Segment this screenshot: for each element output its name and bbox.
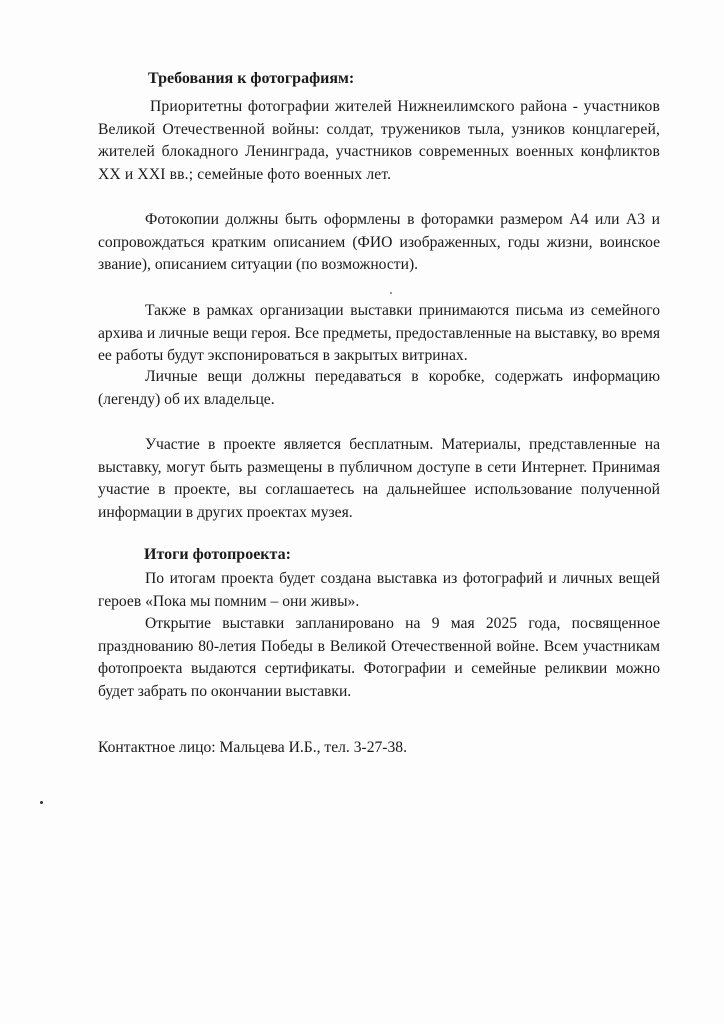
scan-speck xyxy=(40,801,43,804)
scan-dot xyxy=(390,292,392,294)
results-heading: Итоги фотопроекта: xyxy=(144,546,291,563)
results-paragraph-exhibition: По итогам проекта будет создана выставка из фотографий и личных вещей героев «Пока мы помним – они живы». xyxy=(98,570,660,610)
requirements-paragraph-personal-items: Личные вещи должны передаваться в коробке, содержать информацию (легенду) об их владельце. xyxy=(98,368,660,408)
requirements-paragraph-frames: Фотокопии должны быть оформлены в фоторамки размером А4 или А3 и сопровождаться кратким описанием (ФИО изображенных, годы жизни, воинское звание), описанием ситуации (по возможности). xyxy=(98,211,660,274)
contact-line: Контактное лицо: Мальцева И.Б., тел. 3-27-38. xyxy=(98,739,407,756)
requirements-paragraph-letters: Также в рамках организации выставки принимаются письма из семейного архива и личные вещи героя. Все предметы, предоставленные на выставку, во время ее работы будут экспонироваться в закрытых витринах. xyxy=(98,302,660,365)
results-paragraph-opening: Открытие выставки запланировано на 9 мая 2025 года, посвященное празднованию 80-летия Победы в Великой Отечественной войне. Всем участникам фотопроекта выдаются сертификаты. Фотографии и семейные реликвии можно будет забрать по окончании выставки. xyxy=(98,615,660,700)
requirements-paragraph-participation: Участие в проекте является бесплатным. Материалы, представленные на выставку, могут быть размещены в публичном доступе в сети Интернет. Принимая участие в проекте, вы соглашаетесь на дальнейшее использование полученной информации в других проектах музея. xyxy=(98,436,660,521)
requirements-paragraph-priority: Приоритетны фотографии жителей Нижнеилимского района - участников Великой Отечественной войны: солдат, тружеников тыла, узников концлагерей, жителей блокадного Ленинграда, участников современных военных конфликтов XX и XXI вв.; семейные фото военных лет. xyxy=(98,98,660,183)
requirements-heading: Требования к фотографиям: xyxy=(148,70,355,87)
